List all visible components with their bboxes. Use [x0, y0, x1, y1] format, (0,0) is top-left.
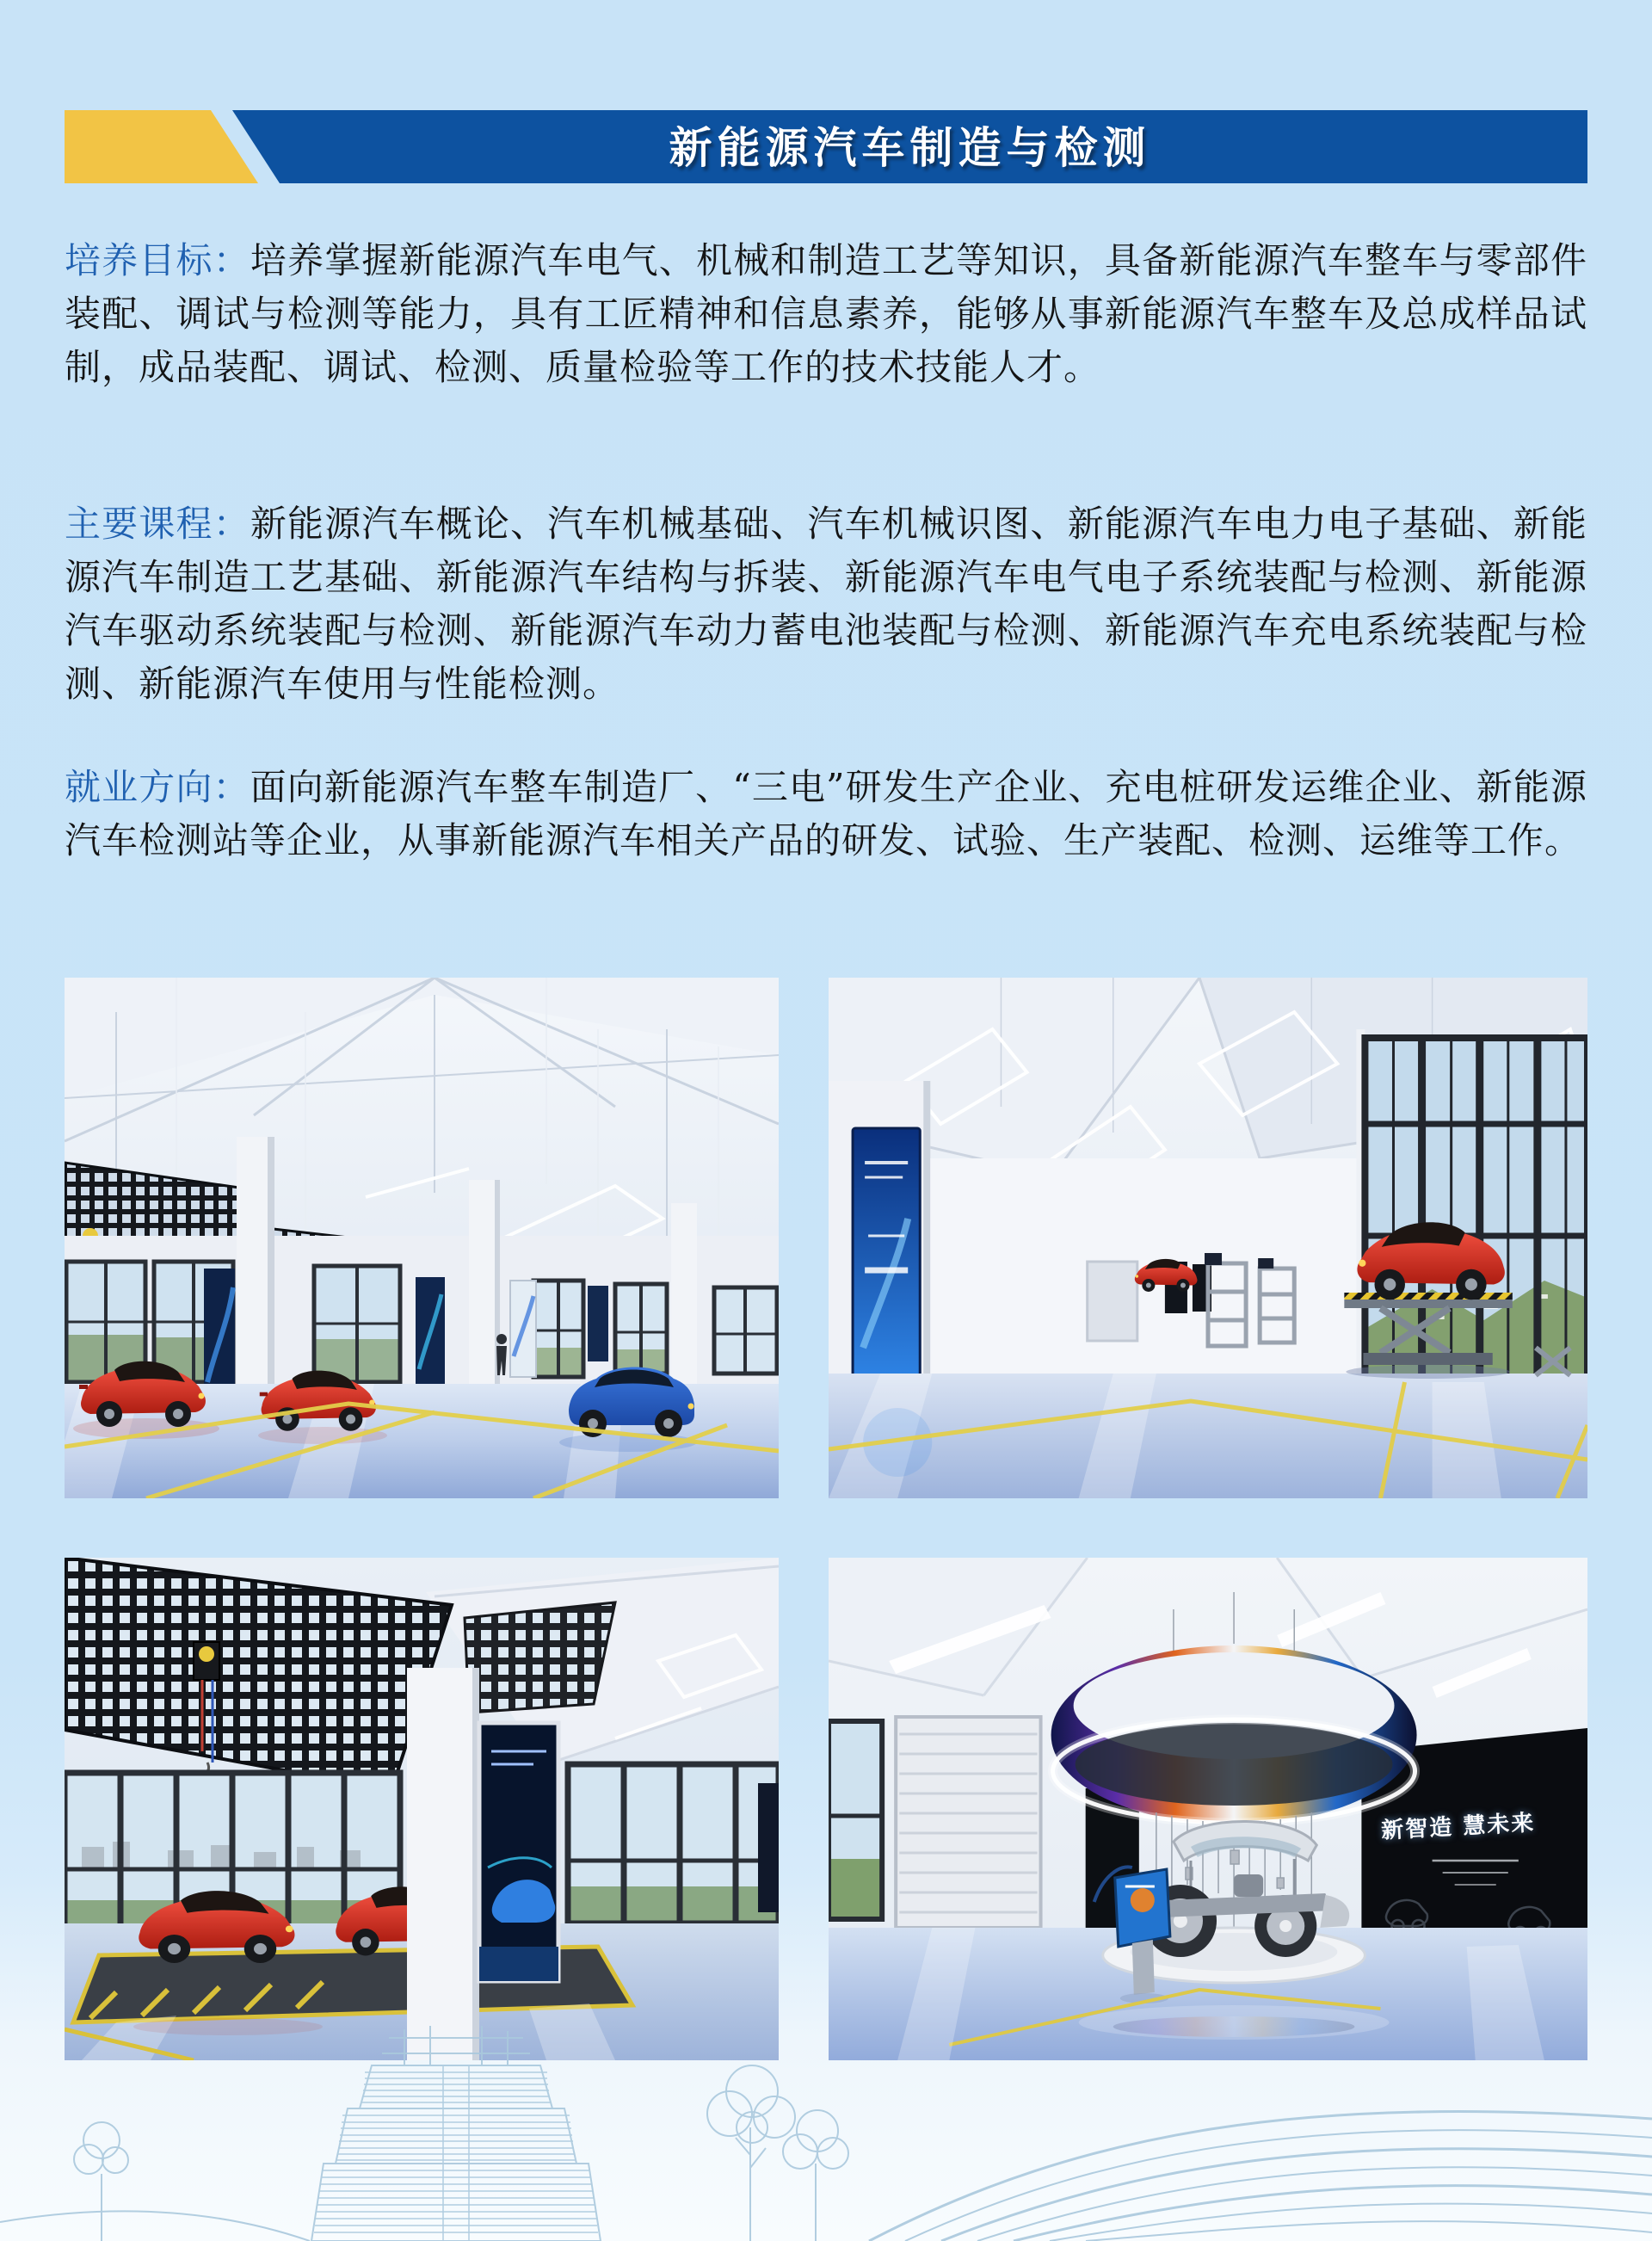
banner-yellow-shape — [65, 110, 258, 183]
photo-assembly-line — [829, 978, 1587, 1498]
window-wall-right — [568, 1764, 779, 1923]
photo-workshop-showroom — [65, 978, 779, 1498]
section-main-courses-text: 新能源汽车概论、汽车机械基础、汽车机械识图、新能源汽车电力电子基础、新能源汽车制造工艺基础、新能源汽车结构与拆装、新能源汽车电气电子系统装配与检测、新能源汽车驱动系统装配与检测、新能源汽车动力蓄电池装配与检测、新能源汽车充电系统装配与检测、新能源汽车使用与性能检测。 — [65, 503, 1587, 705]
section-training-goal — [65, 234, 1587, 394]
photo-training-workshop — [65, 1558, 779, 2060]
section-main-courses — [65, 497, 1587, 711]
led-ring-display — [1051, 1645, 1417, 1824]
page-title: 新能源汽车制造与检测 — [669, 122, 1151, 173]
photo-workshop-showroom-art — [65, 978, 779, 1498]
window-left — [829, 1721, 882, 1919]
lineart-arcs — [869, 2112, 1652, 2241]
section-training-goal-text: 培养掌握新能源汽车电气、机械和制造工艺等知识，具备新能源汽车整车与零部件装配、调试与检测等能力，具有工匠精神和信息素养，能够从事新能源汽车整车及总成样品试制，成品装配、调试、检测、质量检验等工作的技术技能人才。 — [65, 239, 1587, 388]
led-column-screen — [479, 1723, 558, 1981]
roller-door — [896, 1717, 1040, 1928]
photo-exhibition-ring — [829, 1558, 1587, 2060]
photo-assembly-line-art — [829, 978, 1587, 1498]
lineart-building — [311, 2026, 601, 2241]
vertical-banner-screen — [853, 1128, 920, 1386]
photo-training-workshop-art — [65, 1558, 779, 2060]
section-employment-label: 就业方向： — [65, 766, 250, 808]
section-employment-text: 面向新能源汽车整车制造厂、“三电”研发生产企业、充电桩研发运维企业、新能源汽车检测站等企业，从事新能源汽车相关产品的研发、试验、生产装配、检测、运维等工作。 — [65, 766, 1587, 861]
wall-slogan-text: 新智造 慧未来 — [1381, 1810, 1537, 1844]
section-employment — [65, 761, 1587, 867]
section-training-goal-label: 培养目标： — [65, 239, 250, 281]
lineart-watermark — [0, 2026, 1652, 2241]
white-column — [407, 1668, 479, 2060]
window-wall-right — [1356, 1029, 1587, 1382]
title-banner — [65, 110, 1587, 183]
section-main-courses-label: 主要课程： — [65, 503, 250, 545]
